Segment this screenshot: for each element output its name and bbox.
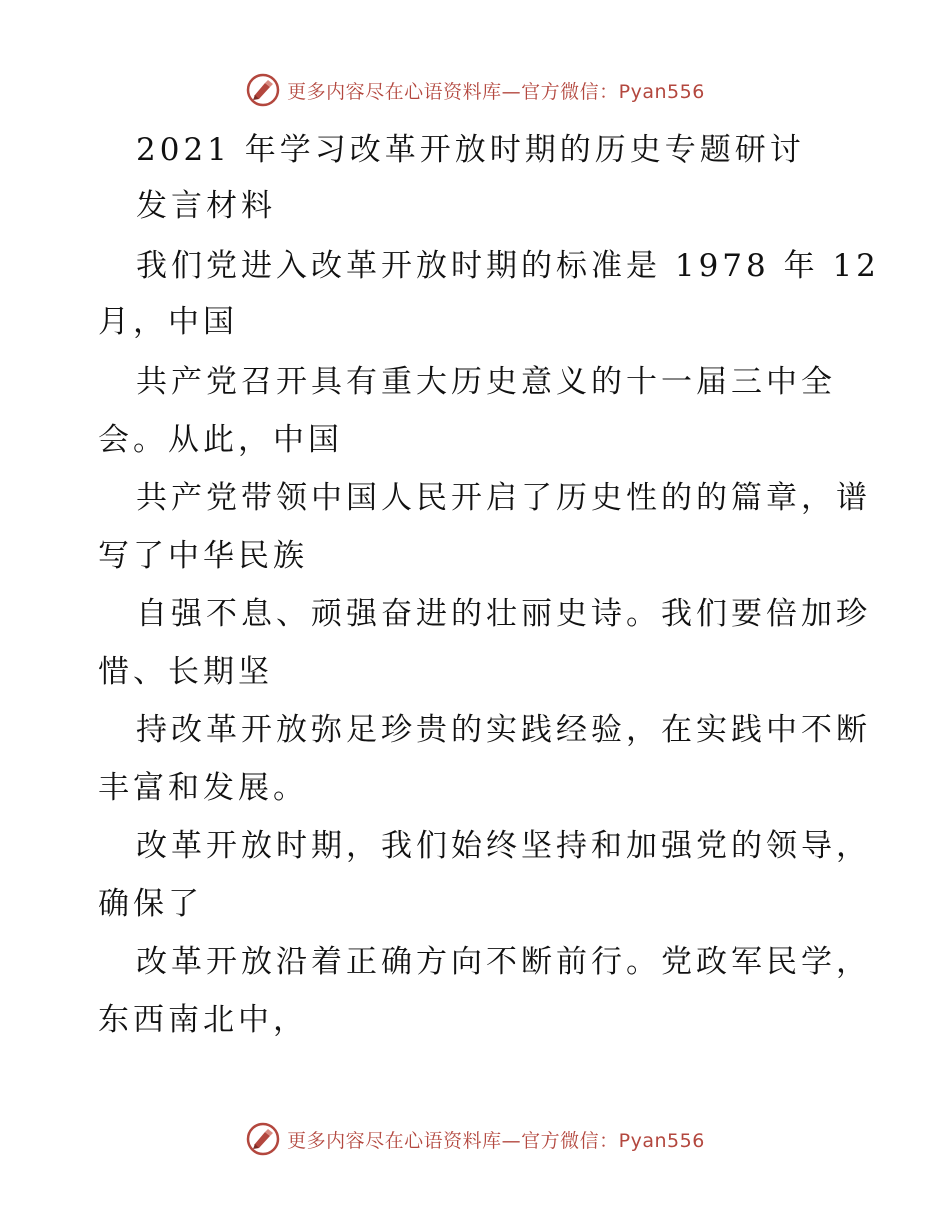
title-line-2: 发言材料: [136, 188, 276, 224]
brand-logo-icon: [245, 72, 281, 108]
header-watermark: [0, 70, 950, 110]
paragraph-line: 月，中国: [98, 304, 238, 340]
paragraph-line: 自强不息、顽强奋进的壮丽史诗。我们要倍加珍: [136, 596, 871, 632]
brand-logo-icon: [245, 1121, 281, 1157]
title-line-1: 2021 年学习改革开放时期的历史专题研讨: [136, 132, 805, 168]
paragraph-line: 写了中华民族: [98, 538, 308, 574]
paragraph-line: 丰富和发展。: [98, 770, 308, 806]
paragraph-line: 改革开放沿着正确方向不断前行。党政军民学，: [136, 944, 871, 980]
watermark-text: 更多内容尽在心语资料库—官方微信：Pyan556: [287, 80, 705, 103]
paragraph-line: 共产党召开具有重大历史意义的十一届三中全: [136, 364, 836, 400]
paragraph-line: 持改革开放弥足珍贵的实践经验，在实践中不断: [136, 712, 871, 748]
paragraph-line: 确保了: [98, 886, 203, 922]
paragraph-line: 东西南北中，: [98, 1002, 308, 1038]
footer-watermark: [0, 1119, 950, 1159]
paragraph-line: 惜、长期坚: [98, 654, 273, 690]
paragraph-line: 我们党进入改革开放时期的标准是 1978 年 12: [136, 248, 880, 284]
paragraph-line: 改革开放时期，我们始终坚持和加强党的领导，: [136, 828, 871, 864]
paragraph-line: 会。从此，中国: [98, 422, 343, 458]
watermark-text: 更多内容尽在心语资料库—官方微信：Pyan556: [287, 1129, 705, 1152]
paragraph-line: 共产党带领中国人民开启了历史性的的篇章，谱: [136, 480, 871, 516]
